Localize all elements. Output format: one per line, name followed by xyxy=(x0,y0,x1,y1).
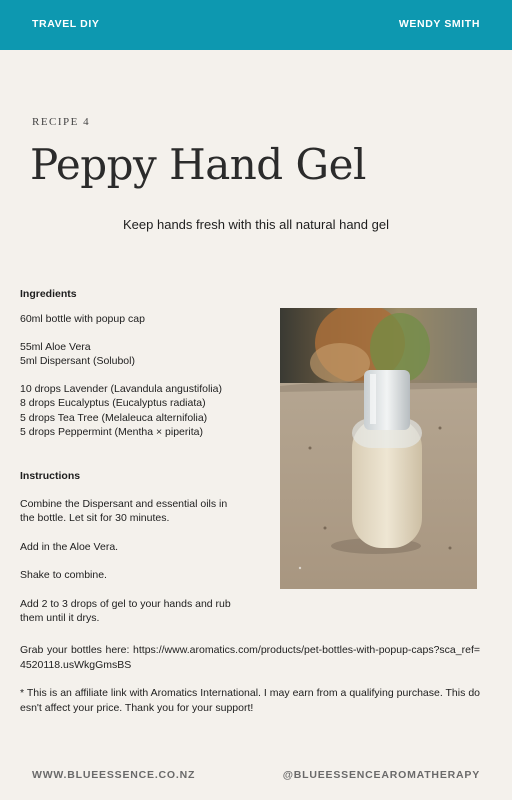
instruction-line: the bottle. Let sit for 30 minutes. xyxy=(20,512,170,524)
page-title: Peppy Hand Gel xyxy=(30,140,366,189)
hand-gel-bottle-photo xyxy=(280,308,477,589)
ingredient-line: 55ml Aloe Vera xyxy=(20,341,91,353)
ingredient-line: 5 drops Peppermint (Mentha × piperita) xyxy=(20,426,203,438)
footer-social-handle[interactable]: @BLUEESSENCEAROMATHERAPY xyxy=(282,769,480,781)
bottle-link-paragraph[interactable]: Grab your bottles here: https://www.aromatics.com/products/pet-bottles-with-popup-caps?sca_ref=4520118.usWkgGmsBS xyxy=(20,644,480,671)
ingredients-heading: Ingredients xyxy=(20,288,77,300)
ingredient-line: 10 drops Lavender (Lavandula angustifolia) xyxy=(20,383,222,395)
instruction-line: Shake to combine. xyxy=(20,569,107,581)
ingredient-line: 8 drops Eucalyptus (Eucalyptus radiata) xyxy=(20,397,206,409)
instruction-line: Add in the Aloe Vera. xyxy=(20,541,119,553)
header-category: TRAVEL DIY xyxy=(32,18,100,30)
recipe-number: RECIPE 4 xyxy=(32,116,91,128)
header-author: WENDY SMITH xyxy=(398,18,480,30)
page-subtitle: Keep hands fresh with this all natural hand gel xyxy=(123,217,389,232)
instruction-line: Add 2 to 3 drops of gel to your hands and rub xyxy=(20,598,231,610)
instruction-line: them until it drys. xyxy=(20,612,100,624)
affiliate-disclaimer: * This is an affiliate link with Aromatics International. I may earn from a qualifying purchase. This doesn't affect your price. Thank you for your support! xyxy=(20,687,480,714)
instruction-line: Combine the Dispersant and essential oils in xyxy=(20,498,228,510)
ingredient-line: 5 drops Tea Tree (Melaleuca alternifolia) xyxy=(20,412,208,424)
footer-website[interactable]: WWW.BLUEESSENCE.CO.NZ xyxy=(32,769,196,781)
instructions-heading: Instructions xyxy=(20,470,81,482)
header-bar xyxy=(0,0,512,50)
ingredient-line: 60ml bottle with popup cap xyxy=(20,313,145,325)
ingredient-line: 5ml Dispersant (Solubol) xyxy=(20,355,135,367)
